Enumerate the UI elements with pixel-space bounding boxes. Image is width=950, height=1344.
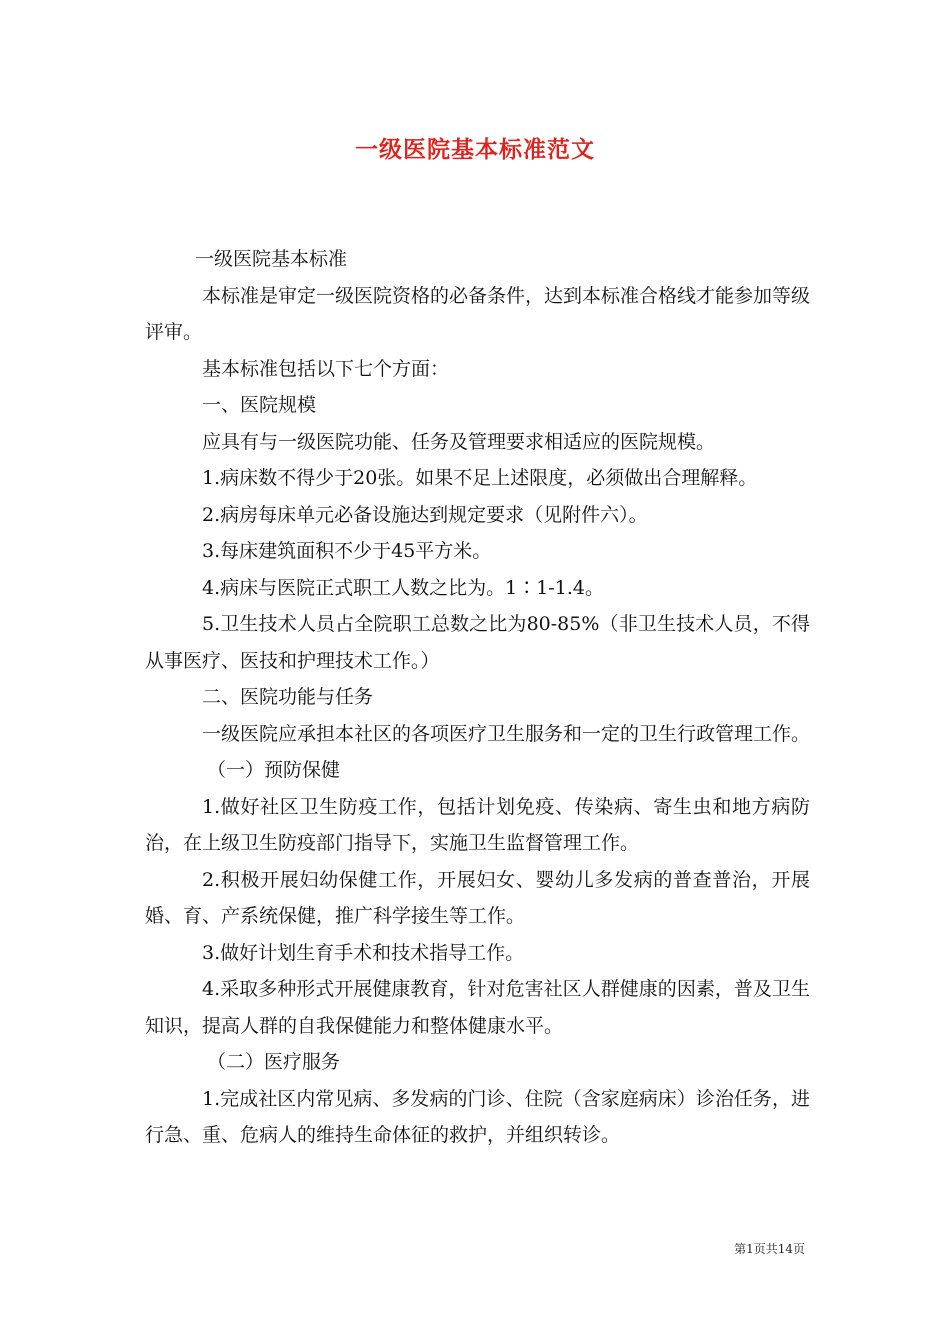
list-item: 1.病床数不得少于20张。如果不足上述限度，必须做出合理解释。 xyxy=(202,467,758,489)
section-heading: 二、医院功能与任务 xyxy=(202,686,374,708)
list-item: 2.积极开展妇幼保健工作，开展妇女、婴幼儿多发病的普查普治，开展婚、育、产系统保健，推广科学接生等工作。 xyxy=(145,868,810,927)
paragraph: 本标准是审定一级医院资格的必备条件，达到本标准合格线才能参加等级评审。 xyxy=(145,284,811,343)
paragraph: 一级医院基本标准 xyxy=(195,248,348,270)
subsection-heading: （二）医疗服务 xyxy=(207,1051,341,1073)
list-item: 2.病房每床单元必备设施达到规定要求（见附件六）。 xyxy=(202,503,648,526)
list-item: 3.每床建筑面积不少于45平方米。 xyxy=(202,540,492,562)
list-item: 4.采取多种形式开展健康教育，针对危害社区人群健康的因素，普及卫生知识，提高人群的自我保健能力和整体健康水平。 xyxy=(145,978,810,1037)
paragraph: 基本标准包括以下七个方面： xyxy=(202,357,450,380)
list-item: 5.卫生技术人员占全院职工总数之比为80-85%（非卫生技术人员，不得从事医疗、医技和护理技术工作。） xyxy=(145,613,810,672)
paragraph: 应具有与一级医院功能、任务及管理要求相适应的医院规模。 xyxy=(202,430,716,453)
document-title: 一级医院基本标准范文 xyxy=(355,136,595,163)
page-number: 第1页共14页 xyxy=(734,1242,805,1256)
list-item: 3.做好计划生育手术和技术指导工作。 xyxy=(202,941,525,964)
subsection-heading: （一）预防保健 xyxy=(207,759,341,781)
list-item: 4.病床与医院正式职工人数之比为。1∶1-1.4。 xyxy=(202,576,604,599)
section-heading: 一、医院规模 xyxy=(202,394,317,416)
paragraph: 一级医院应承担本社区的各项医疗卫生服务和一定的卫生行政管理工作。 xyxy=(202,722,811,745)
list-item: 1.完成社区内常见病、多发病的门诊、住院（含家庭病床）诊治任务，进行急、重、危病人的维持生命体征的救护，并组织转诊。 xyxy=(145,1087,810,1146)
document-body xyxy=(145,241,810,1154)
list-item: 1.做好社区卫生防疫工作，包括计划免疫、传染病、寄生虫和地方病防治，在上级卫生防疫部门指导下，实施卫生监督管理工作。 xyxy=(145,795,810,854)
